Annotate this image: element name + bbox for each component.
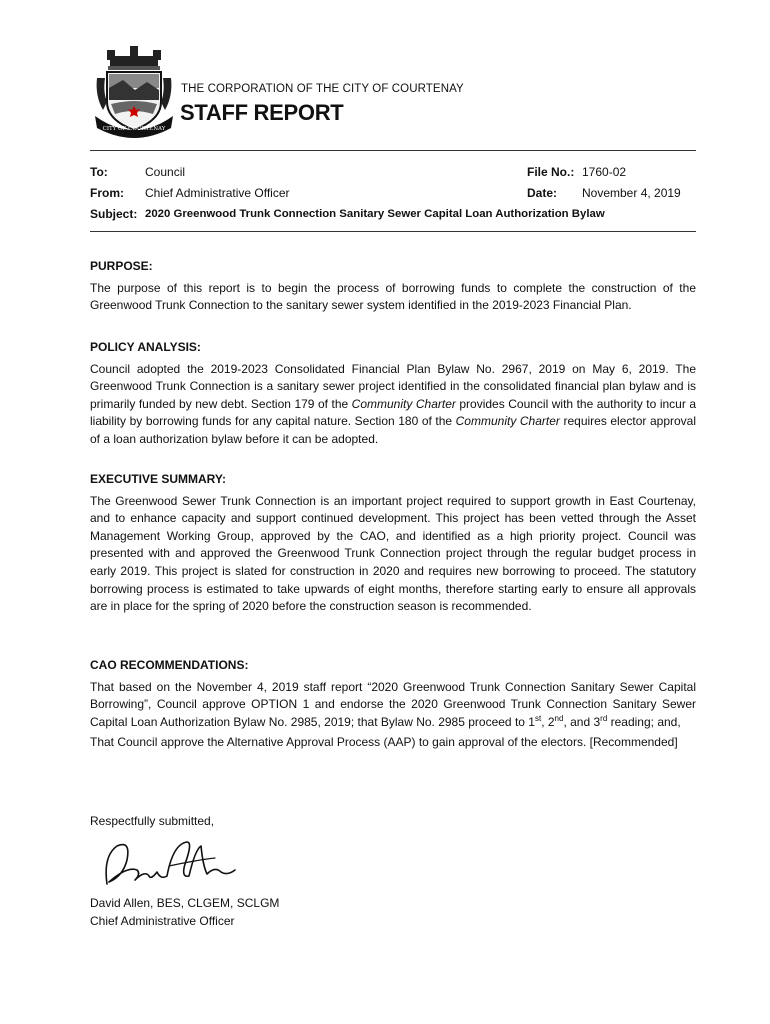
handwritten-signature bbox=[97, 836, 247, 892]
policy-analysis-text: Council adopted the 2019-2023 Consolidated Financial Plan Bylaw No. 2967, 2019 on May 6, 2019. The Greenwood Trunk Connection is a sanitary sewer project identified in the consolidated financial plan bylaw and is primarily funded by new debt. Section 179 of the Community Charter provides Council with the authority to incur a liability by borrowing funds for any capital nature. Section 180 of the Community Charter requires elector approval of a loan authorization bylaw before it can be adopted. bbox=[90, 361, 697, 446]
subject-label: Subject: bbox=[90, 207, 138, 221]
community-charter-reference: Community Charter bbox=[351, 396, 456, 411]
to-label: To: bbox=[90, 165, 108, 179]
cao-recommendations-heading: CAO RECOMMENDATIONS: bbox=[90, 658, 249, 672]
to-value: Council bbox=[145, 165, 186, 179]
closing-salutation: Respectfully submitted, bbox=[90, 814, 215, 828]
recommendation-paragraph-1: That based on the November 4, 2019 staff report “2020 Greenwood Trunk Connection Sanitary Sewer Capital Borrowing”, Council approve OPTION 1 and endorse the 2020 Greenwood Trunk Connection Sanitary Sewer Capital Loan Authorization Bylaw No. 2985, 2019; that Bylaw No. 2985 proceed to 1st, 2nd, and 3rd reading; and, bbox=[90, 679, 696, 729]
from-value: Chief Administrative Officer bbox=[145, 186, 290, 200]
cao-recommendations-section bbox=[90, 657, 696, 752]
file-number-value: 1760-02 bbox=[582, 165, 627, 179]
executive-summary-text: The Greenwood Sewer Trunk Connection is an important project required to support growth in East Courtenay, and to enhance capacity and support continued development. This project has been vetted through the Asset Management Working Group, approved by the CAO, and identified as a high priority project. Council was presented with and approved the Greenwood Trunk Connection project through the regular budget process in early 2019. This project is slated for construction in 2020 and requires new borrowing to proceed. The statutory borrowing process is estimated to take upwards of eight months, therefore starting early to ensure all approvals are in place for the spring of 2020 before the construction season is recommended. bbox=[90, 493, 696, 614]
purpose-section bbox=[90, 258, 696, 315]
date-value: November 4, 2019 bbox=[582, 186, 681, 200]
policy-analysis-section bbox=[90, 339, 696, 449]
signatory-name: David Allen, BES, CLGEM, SCLGM bbox=[90, 896, 280, 910]
from-label: From: bbox=[90, 186, 124, 200]
city-crest-logo bbox=[93, 44, 175, 140]
date-label: Date: bbox=[527, 186, 558, 200]
subject-value: 2020 Greenwood Trunk Connection Sanitary Sewer Capital Loan Authorization Bylaw bbox=[145, 208, 605, 220]
report-title: STAFF REPORT bbox=[180, 100, 344, 125]
executive-summary-section bbox=[90, 471, 696, 616]
signatory-title: Chief Administrative Officer bbox=[90, 914, 235, 928]
purpose-text: The purpose of this report is to begin the process of borrowing funds to complete the construction of the Greenwood Trunk Connection to the sanitary sewer system identified in the 2019-2023 Financial Plan. bbox=[90, 280, 696, 313]
purpose-heading: PURPOSE: bbox=[90, 259, 153, 273]
file-number-label: File No.: bbox=[527, 165, 575, 179]
crest-ribbon-text: CITY OF COURTENAY bbox=[102, 126, 166, 132]
organization-name: THE CORPORATION OF THE CITY OF COURTENAY bbox=[181, 83, 464, 95]
header-divider-bottom bbox=[90, 231, 696, 232]
header-divider-top bbox=[90, 150, 696, 151]
community-charter-reference: Community Charter bbox=[455, 414, 560, 429]
executive-summary-heading: EXECUTIVE SUMMARY: bbox=[90, 472, 227, 486]
policy-analysis-heading: POLICY ANALYSIS: bbox=[90, 340, 201, 354]
recommendation-paragraph-2: That Council approve the Alternative Approval Process (AAP) to gain approval of the electors. [Recommended] bbox=[90, 735, 678, 750]
